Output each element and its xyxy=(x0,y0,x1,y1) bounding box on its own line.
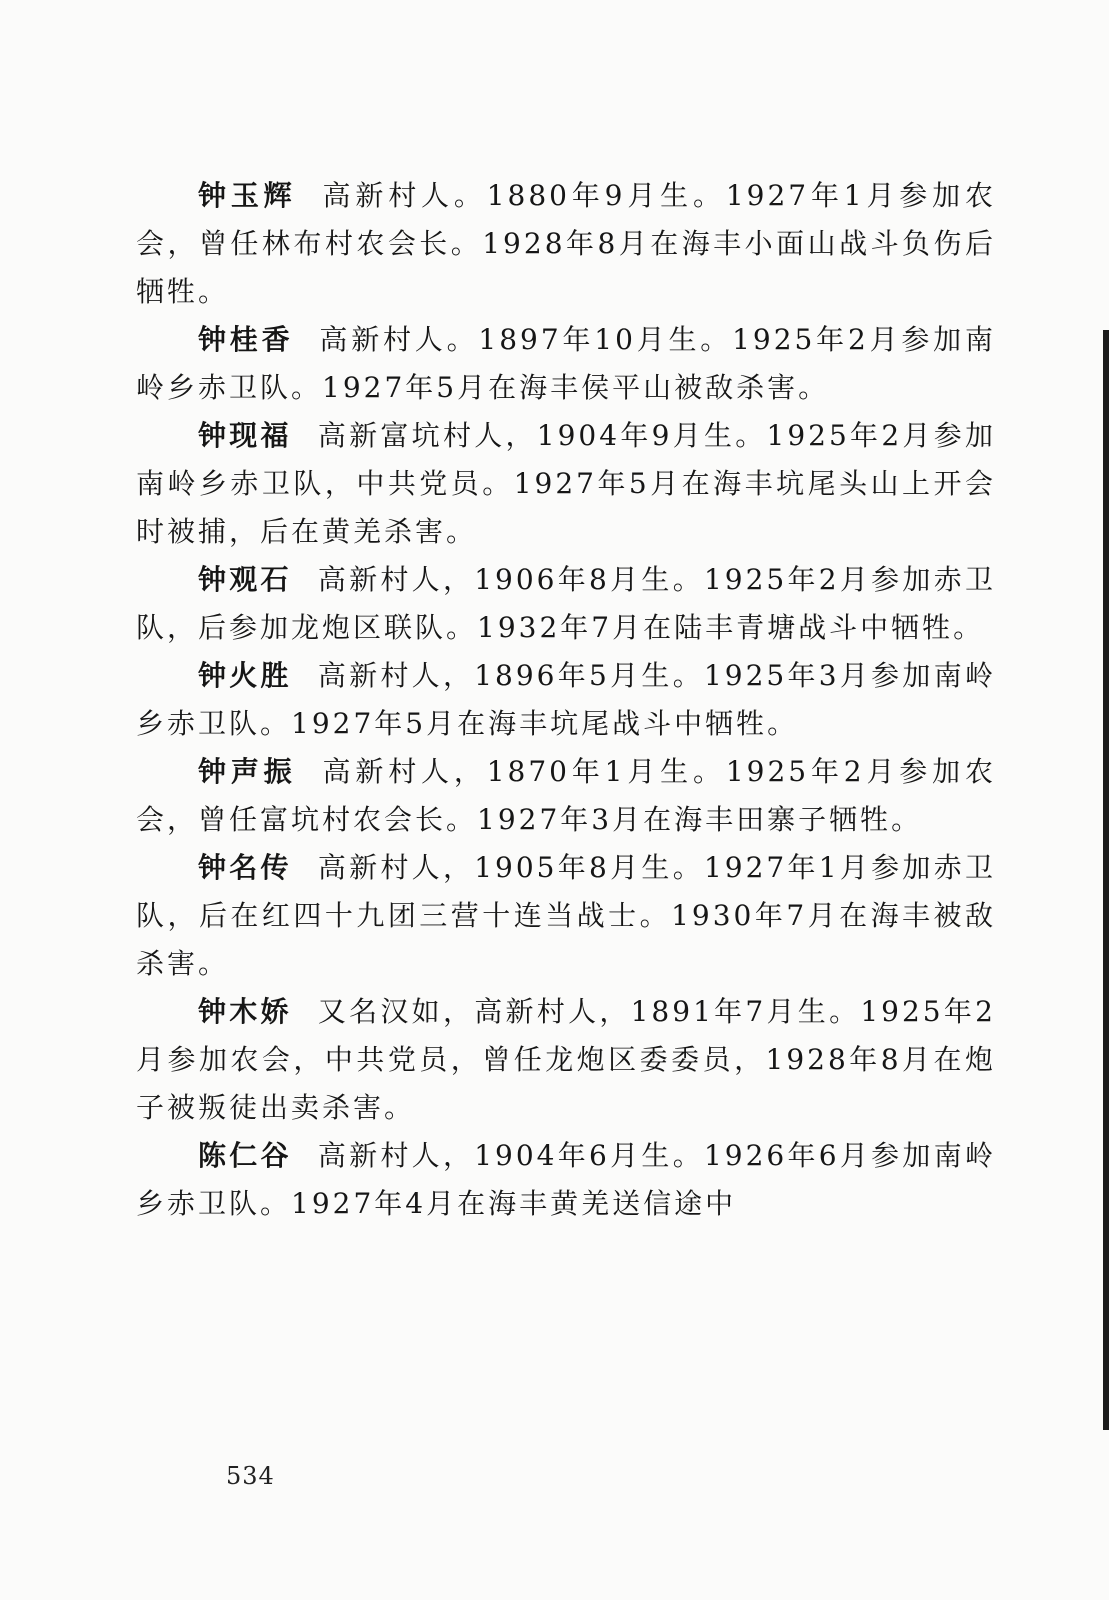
entry-name: 钟声振 xyxy=(198,755,297,788)
text-body xyxy=(136,172,996,1228)
entry-zhong-mingchuan xyxy=(136,844,996,988)
entry-name: 钟名传 xyxy=(198,851,292,884)
entry-text: 高新村人。1880年9月生。1927年1月参加农会，曾任林布村农会长。1928年8月在海丰小面山战斗负伤后牺牲。 xyxy=(136,179,996,308)
entry-text: 高新村人，1870年1月生。1925年2月参加农会，曾任富坑村农会长。1927年3月在海丰田寨子牺牲。 xyxy=(136,755,996,836)
page-edge-shadow xyxy=(1103,330,1109,1430)
entry-chen-rengu xyxy=(136,1132,996,1228)
entry-text: 高新村人，1906年8月生。1925年2月参加赤卫队，后参加龙炮区联队。1932年7月在陆丰青塘战斗中牺牲。 xyxy=(136,563,996,644)
entry-text: 高新村人，1896年5月生。1925年3月参加南岭乡赤卫队。1927年5月在海丰坑尾战斗中牺牲。 xyxy=(136,659,996,740)
entry-zhong-shengzhen xyxy=(136,748,996,844)
entry-zhong-guixiang xyxy=(136,316,996,412)
entry-name: 钟木娇 xyxy=(198,995,292,1028)
entry-text: 高新村人。1897年10月生。1925年2月参加南岭乡赤卫队。1927年5月在海丰侯平山被敌杀害。 xyxy=(136,323,996,404)
entry-name: 钟火胜 xyxy=(198,659,292,692)
entry-name: 钟现福 xyxy=(198,419,292,452)
page-number: 534 xyxy=(226,1462,275,1490)
entry-text: 又名汉如，高新村人，1891年7月生。1925年2月参加农会，中共党员，曾任龙炮区委委员，1928年8月在炮子被叛徒出卖杀害。 xyxy=(136,995,996,1124)
entry-name: 钟观石 xyxy=(198,563,292,596)
entry-zhong-huosheng xyxy=(136,652,996,748)
entry-name: 钟玉辉 xyxy=(198,179,297,212)
entry-text: 高新村人，1905年8月生。1927年1月参加赤卫队，后在红四十九团三营十连当战士。1930年7月在海丰被敌杀害。 xyxy=(136,851,996,980)
entry-text: 高新富坑村人，1904年9月生。1925年2月参加南岭乡赤卫队，中共党员。1927年5月在海丰坑尾头山上开会时被捕，后在黄羌杀害。 xyxy=(136,419,996,548)
entry-name: 陈仁谷 xyxy=(198,1139,292,1172)
entry-text: 高新村人，1904年6月生。1926年6月参加南岭乡赤卫队。1927年4月在海丰黄羌送信途中 xyxy=(136,1139,996,1220)
entry-name: 钟桂香 xyxy=(198,323,294,356)
entry-zhong-xianfu xyxy=(136,412,996,556)
entry-zhong-mujiao xyxy=(136,988,996,1132)
entry-zhong-yuhui xyxy=(136,172,996,316)
entry-zhong-guanshi xyxy=(136,556,996,652)
